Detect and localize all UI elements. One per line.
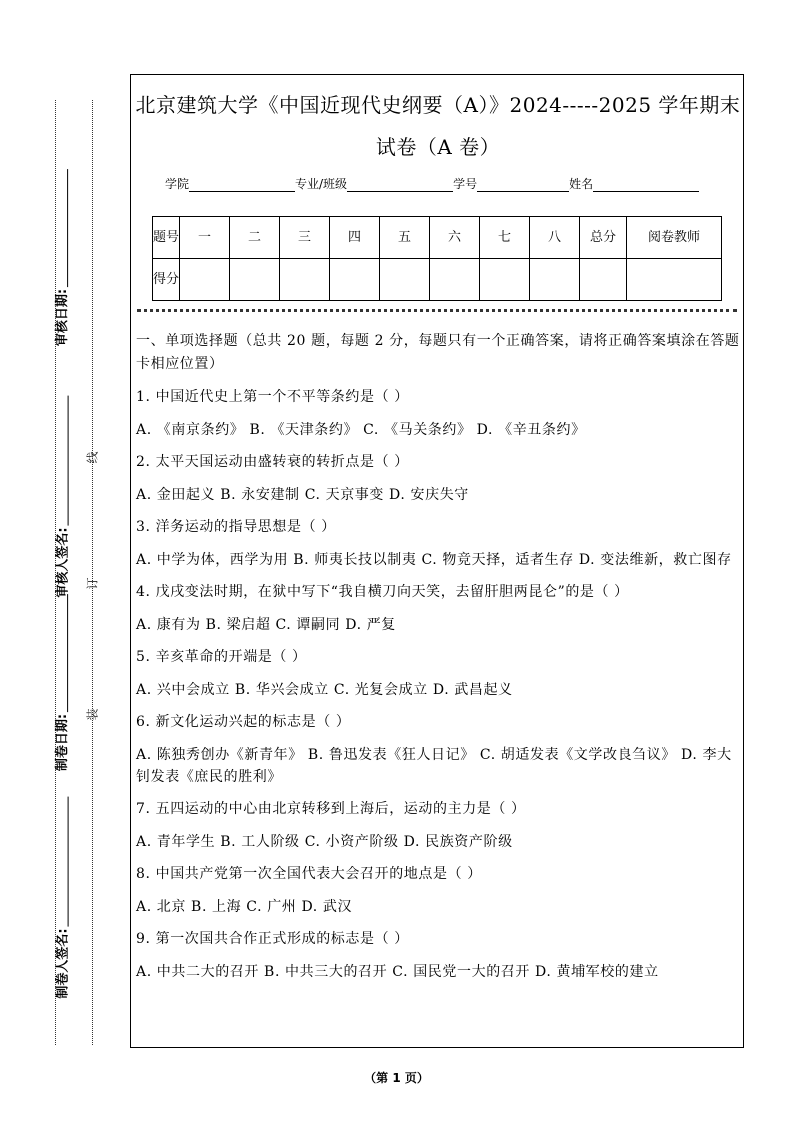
binding-line-inner <box>92 100 93 1045</box>
section-heading: 一、单项选择题（总共 20 题，每题 2 分，每题只有一个正确答案，请将正确答案填涂在答题卡相应位置） <box>136 333 740 372</box>
make-date-label: 制卷日期: <box>55 713 71 772</box>
score-cell[interactable] <box>580 259 627 301</box>
mark-xian: 线 <box>85 451 100 464</box>
maker-sign-label: 制卷人签名: <box>55 928 71 999</box>
options-9: A. 中共二大的召开 B. 中共三大的召开 C. 国民党一大的召开 D. 黄埔军校的建立 <box>136 964 659 980</box>
col-6: 六 <box>430 217 480 259</box>
question-2: 2. 太平天国运动由盛转衰的转折点是（ ） <box>136 454 409 470</box>
options-2: A. 金田起义 B. 永安建制 C. 天京事变 D. 安庆失守 <box>136 487 469 503</box>
row-label-defen: 得分 <box>153 259 180 301</box>
mark-zhuang: 装 <box>85 708 100 721</box>
score-table-header-row <box>153 217 722 259</box>
major-label: 专业/班级 <box>295 177 348 191</box>
reviewer-sign-label: 审核人签名: <box>55 527 71 598</box>
score-cell[interactable] <box>530 259 580 301</box>
reviewer-sign-field <box>52 395 71 597</box>
options-8: A. 北京 B. 上海 C. 广州 D. 武汉 <box>136 899 353 915</box>
question-6: 6. 新文化运动兴起的标志是（ ） <box>136 714 351 730</box>
name-blank[interactable] <box>593 179 699 192</box>
score-table <box>152 216 722 301</box>
exam-frame <box>130 74 744 1048</box>
mark-ding: 订 <box>85 577 100 590</box>
name-label: 姓名 <box>569 177 594 191</box>
make-date-field <box>51 594 70 771</box>
student-info-row <box>165 175 699 192</box>
reviewer-sign-blank[interactable] <box>66 395 68 525</box>
options-1: A. 《南京条约》 B. 《天津条约》 C. 《马关条约》 D. 《辛丑条约》 <box>136 422 586 438</box>
options-7: A. 青年学生 B. 工人阶级 C. 小资产阶级 D. 民族资产阶级 <box>136 834 513 850</box>
page-number: （第 1 页） <box>364 1071 429 1085</box>
question-9: 9. 第一次国共合作正式形成的标志是（ ） <box>136 931 409 947</box>
school-label: 学院 <box>165 177 190 191</box>
score-cell[interactable] <box>330 259 380 301</box>
options-5: A. 兴中会成立 B. 华兴会成立 C. 光复会成立 D. 武昌起义 <box>136 682 513 698</box>
options-4: A. 康有为 B. 梁启超 C. 谭嗣同 D. 严复 <box>136 617 396 633</box>
review-date-label: 审核日期: <box>55 288 71 347</box>
col-grader: 阅卷教师 <box>627 217 722 259</box>
col-4: 四 <box>330 217 380 259</box>
exam-title-line2: 试卷（A 卷） <box>375 135 501 159</box>
question-5: 5. 辛亥革命的开端是（ ） <box>136 649 307 665</box>
row-label-tihao: 题号 <box>153 217 180 259</box>
col-2: 二 <box>230 217 280 259</box>
score-table-score-row <box>153 259 722 301</box>
score-cell[interactable] <box>230 259 280 301</box>
question-1: 1. 中国近代史上第一个不平等条约是（ ） <box>136 389 409 405</box>
review-date-blank[interactable] <box>66 169 68 287</box>
maker-sign-field <box>52 796 71 998</box>
score-cell[interactable] <box>180 259 230 301</box>
make-date-blank[interactable] <box>66 594 68 712</box>
student-id-label: 学号 <box>453 177 478 191</box>
question-4: 4. 戊戌变法时期，在狱中写下“我自横刀向天笑，去留肝胆两昆仑”的是（ ） <box>136 584 629 600</box>
col-3: 三 <box>280 217 330 259</box>
exam-title-line1: 北京建筑大学《中国近现代史纲要（A）》2024-----2025 学年期末 <box>135 93 741 117</box>
question-7: 7. 五四运动的中心由北京转移到上海后，运动的主力是（ ） <box>136 801 526 817</box>
question-8: 8. 中国共产党第一次全国代表大会召开的地点是（ ） <box>136 866 482 882</box>
col-total: 总分 <box>580 217 627 259</box>
score-cell[interactable] <box>430 259 480 301</box>
options-3: A. 中学为体，西学为用 B. 师夷长技以制夷 C. 物竞天择，适者生存 D. 变法维新，救亡图存 <box>136 552 732 568</box>
col-1: 一 <box>180 217 230 259</box>
col-5: 五 <box>380 217 430 259</box>
major-blank[interactable] <box>347 179 453 192</box>
review-date-field <box>51 169 70 346</box>
maker-sign-blank[interactable] <box>66 796 68 926</box>
question-3: 3. 洋务运动的指导思想是（ ） <box>136 519 336 535</box>
school-blank[interactable] <box>189 179 295 192</box>
col-8: 八 <box>530 217 580 259</box>
score-cell[interactable] <box>280 259 330 301</box>
student-id-blank[interactable] <box>477 179 569 192</box>
score-cell[interactable] <box>480 259 530 301</box>
options-6: A. 陈独秀创办《新青年》 B. 鲁迅发表《狂人日记》 C. 胡适发表《文学改良刍议》 D. 李大钊发表《庶民的胜利》 <box>136 747 732 785</box>
score-cell[interactable] <box>380 259 430 301</box>
col-7: 七 <box>480 217 530 259</box>
question-section <box>136 330 741 983</box>
dotted-separator <box>137 309 737 312</box>
score-cell[interactable] <box>627 259 722 301</box>
